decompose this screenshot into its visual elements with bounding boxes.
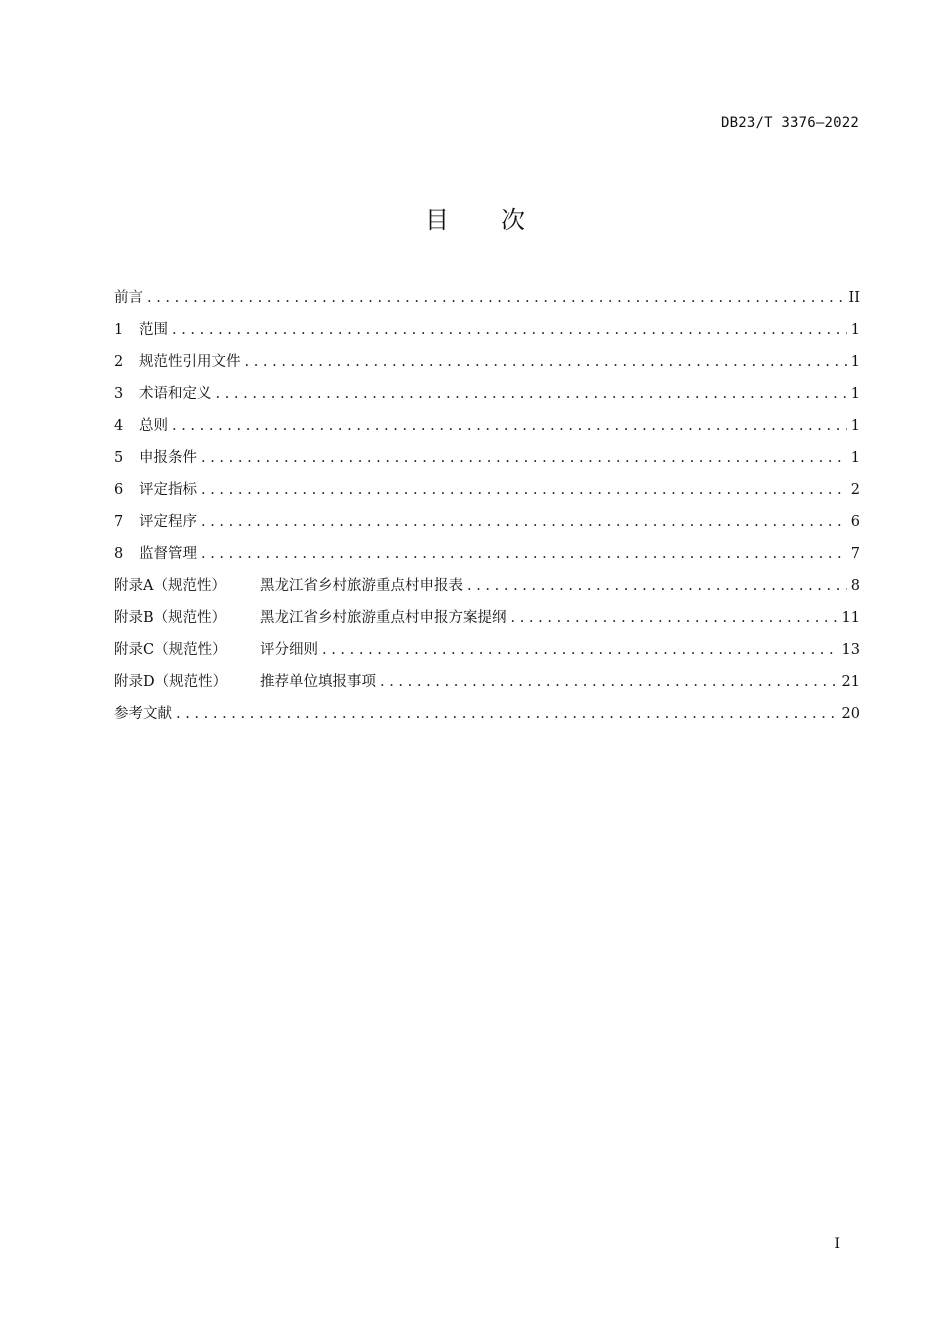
toc-leader-dots — [147, 286, 845, 310]
toc-entry-scope[interactable] — [114, 318, 860, 350]
toc-title — [0, 200, 950, 235]
toc-entry-number: 8 — [114, 546, 124, 562]
toc-entry-appendix-b[interactable] — [114, 606, 860, 638]
toc-appendix-prefix: 附录C（规范性） — [114, 642, 227, 658]
toc-entry-page: 13 — [841, 642, 860, 658]
toc-entry-label: 前言 — [114, 290, 143, 306]
toc-entry-number: 5 — [114, 450, 124, 466]
toc-entry-label: 总则 — [139, 418, 168, 434]
toc-entry-page: 1 — [850, 386, 860, 402]
toc-entry-page: 21 — [841, 674, 860, 690]
toc-entry-page: 2 — [850, 482, 860, 498]
toc-appendix-prefix: 附录A（规范性） — [114, 578, 226, 594]
toc-entry-label: 监督管理 — [139, 546, 197, 562]
toc-entry-bibliography[interactable] — [114, 702, 860, 734]
toc-entry-label: 评分细则 — [260, 642, 318, 658]
toc-entry-foreword[interactable] — [114, 286, 860, 318]
toc-entry-appendix-a[interactable] — [114, 574, 860, 606]
toc-entry-label: 黑龙江省乡村旅游重点村申报方案提纲 — [260, 610, 507, 626]
toc-entry-application-conditions[interactable] — [114, 446, 860, 478]
toc-leader-dots — [172, 414, 847, 438]
toc-leader-dots — [245, 350, 847, 374]
toc-entry-evaluation-procedure[interactable] — [114, 510, 860, 542]
document-code: DB23/T 3376—2022 — [720, 115, 859, 131]
toc-entry-page: 8 — [850, 578, 860, 594]
toc-leader-dots — [467, 574, 847, 598]
toc-entry-supervision[interactable] — [114, 542, 860, 574]
toc-entry-page: 20 — [841, 706, 860, 722]
toc-entry-label: 申报条件 — [139, 450, 197, 466]
toc-entry-number: 7 — [114, 514, 124, 530]
toc-leader-dots — [176, 702, 838, 726]
toc-entry-appendix-d[interactable] — [114, 670, 860, 702]
toc-entry-label: 规范性引用文件 — [139, 354, 241, 370]
toc-entry-number: 6 — [114, 482, 124, 498]
toc-entry-page: 6 — [850, 514, 860, 530]
toc-entry-number: 3 — [114, 386, 124, 402]
toc-appendix-prefix: 附录D（规范性） — [114, 674, 228, 690]
page-number: I — [834, 1236, 840, 1252]
toc-entry-appendix-c[interactable] — [114, 638, 860, 670]
toc-entry-page: 1 — [850, 450, 860, 466]
toc-leader-dots — [511, 606, 838, 630]
toc-entry-label: 黑龙江省乡村旅游重点村申报表 — [260, 578, 463, 594]
toc-entry-label: 术语和定义 — [139, 386, 212, 402]
toc-entry-label: 范围 — [139, 322, 168, 338]
toc-entry-page: 11 — [841, 610, 860, 626]
toc-entry-general[interactable] — [114, 414, 860, 446]
toc-entry-label: 参考文献 — [114, 706, 172, 722]
toc-entry-page: 1 — [850, 418, 860, 434]
toc-entry-page: 7 — [850, 546, 860, 562]
toc-leader-dots — [380, 670, 838, 694]
toc-entry-number: 4 — [114, 418, 124, 434]
toc-title-char-2: 次 — [501, 206, 525, 234]
toc-entry-number: 1 — [114, 322, 124, 338]
toc-entry-normative-references[interactable] — [114, 350, 860, 382]
toc-leader-dots — [201, 478, 847, 502]
toc-entry-number: 2 — [114, 354, 124, 370]
toc-entry-label: 评定指标 — [139, 482, 197, 498]
toc-entry-label: 评定程序 — [139, 514, 197, 530]
toc-entry-terms-definitions[interactable] — [114, 382, 860, 414]
toc-entry-label: 推荐单位填报事项 — [260, 674, 376, 690]
toc-leader-dots — [172, 318, 847, 342]
toc-leader-dots — [216, 382, 847, 406]
toc-entry-page: 1 — [850, 322, 860, 338]
toc-leader-dots — [201, 542, 847, 566]
toc-entry-page: II — [848, 290, 860, 306]
toc-entry-page: 1 — [850, 354, 860, 370]
toc-appendix-prefix: 附录B（规范性） — [114, 610, 227, 626]
toc-leader-dots — [322, 638, 838, 662]
toc-title-char-1: 目 — [425, 206, 449, 234]
toc-entry-evaluation-indicators[interactable] — [114, 478, 860, 510]
toc-leader-dots — [201, 446, 847, 470]
toc-leader-dots — [201, 510, 847, 534]
toc-list — [114, 286, 860, 734]
